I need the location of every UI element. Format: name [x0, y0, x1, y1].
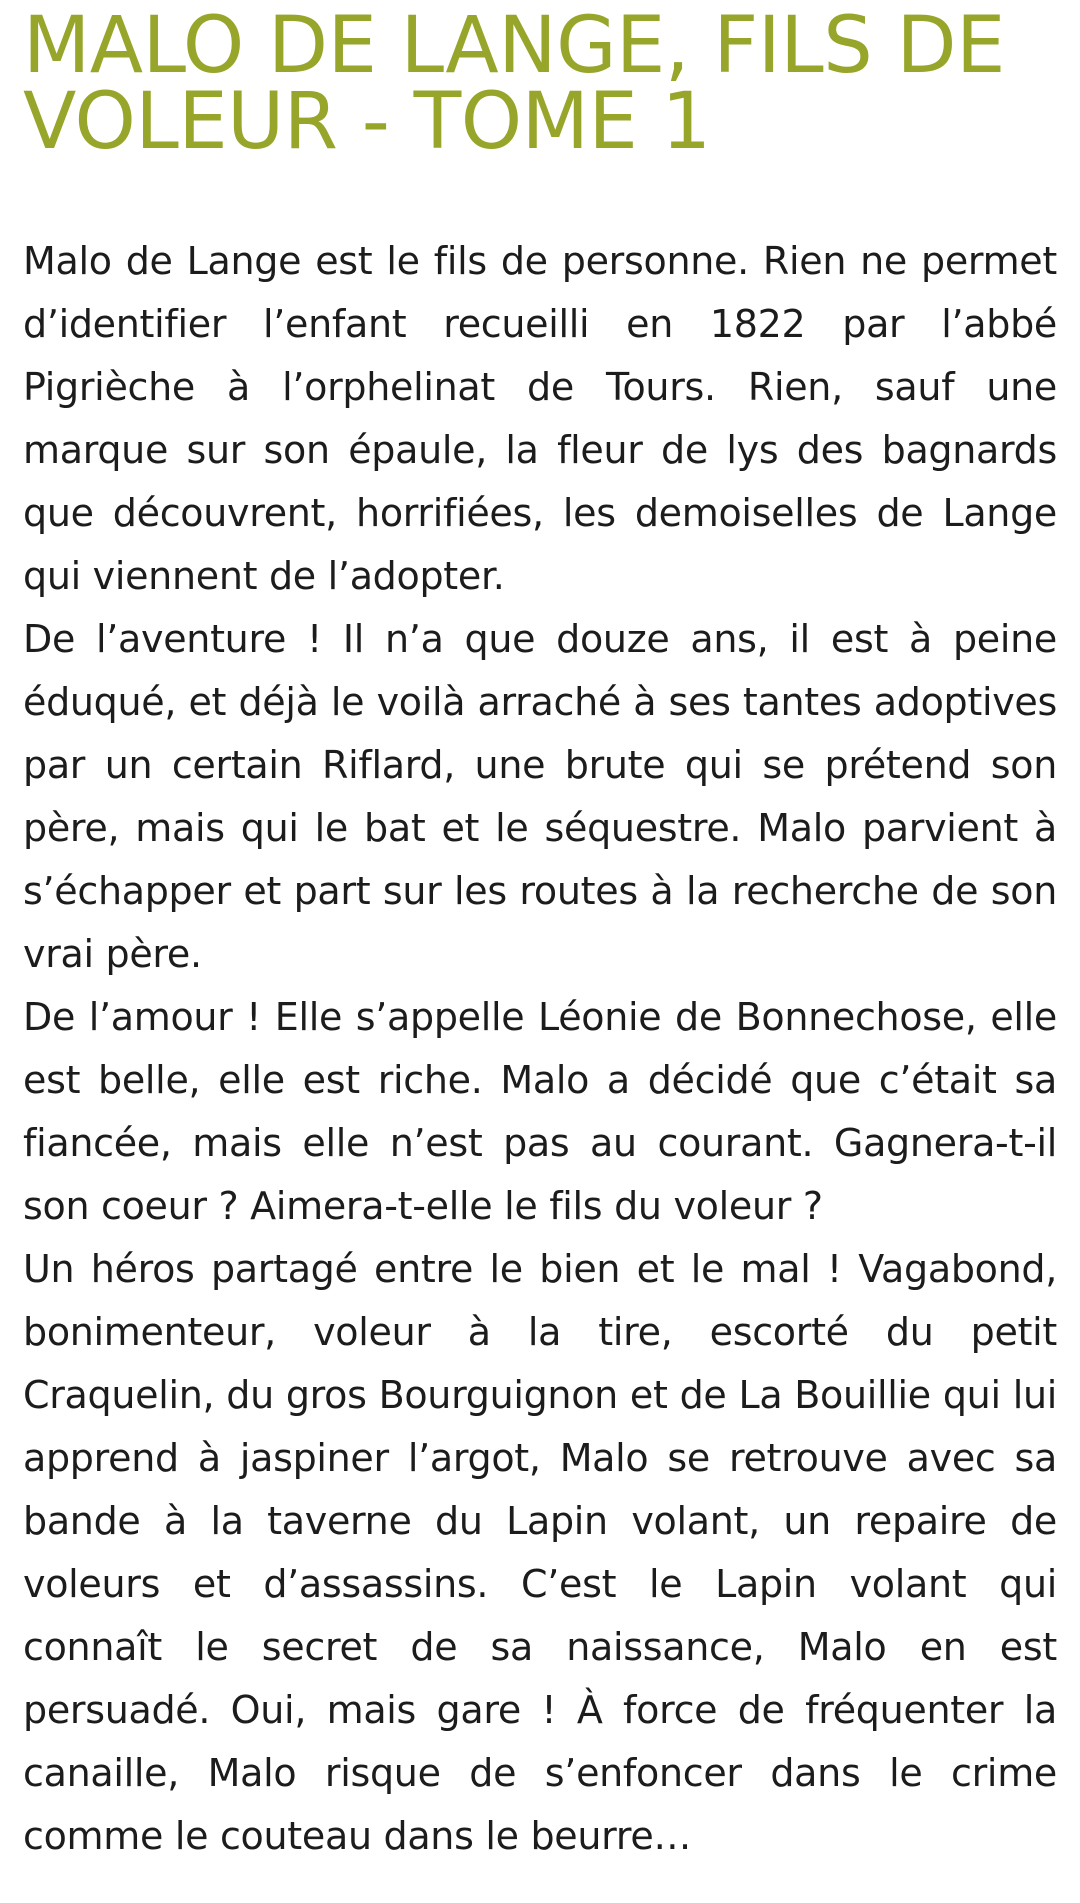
description-paragraph: Un héros partagé entre le bien et le mal ! Vagabond, bonimenteur, voleur à la tire, escorté du petit Craquelin, du gros Bourguignon et de La Bouillie qui lui apprend à jaspiner l’argot, Malo se retrouve avec sa bande à la taverne du Lapin volant, un repaire de voleurs et d’assassins. C’est le Lapin volant qui connaît le secret de sa naissance, Malo en est persuadé. Oui, mais gare ! À force de fréquenter la canaille, Malo risque de s’enfoncer dans le crime comme le couteau dans le beurre… — [23, 1247, 1057, 1858]
book-description — [23, 230, 1057, 1868]
description-paragraph: De l’amour ! Elle s’appelle Léonie de Bonnechose, elle est belle, elle est riche. Malo a décidé que c’était sa fiancée, mais elle n’est pas au courant. Gagnera-t-il son coeur ? Aimera-t-elle le fils du voleur ? — [23, 995, 1057, 1228]
description-paragraph: De l’aventure ! Il n’a que douze ans, il est à peine éduqué, et déjà le voilà arraché à ses tantes adoptives par un certain Riflard, une brute qui se prétend son père, mais qui le bat et le séquestre. Malo parvient à s’échapper et part sur les routes à la recherche de son vrai père. — [23, 617, 1057, 976]
book-page — [0, 1, 1080, 1868]
book-title: MALO DE LANGE, FILS DE VOLEUR - TOME 1 — [23, 1, 1005, 167]
description-paragraph: Malo de Lange est le fils de personne. Rien ne permet d’identifier l’enfant recueilli en 1822 par l’abbé Pigrièche à l’orphelinat de Tours. Rien, sauf une marque sur son épaule, la fleur de lys des bagnards que découvrent, horrifiées, les demoiselles de Lange qui viennent de l’adopter. — [23, 239, 1057, 598]
